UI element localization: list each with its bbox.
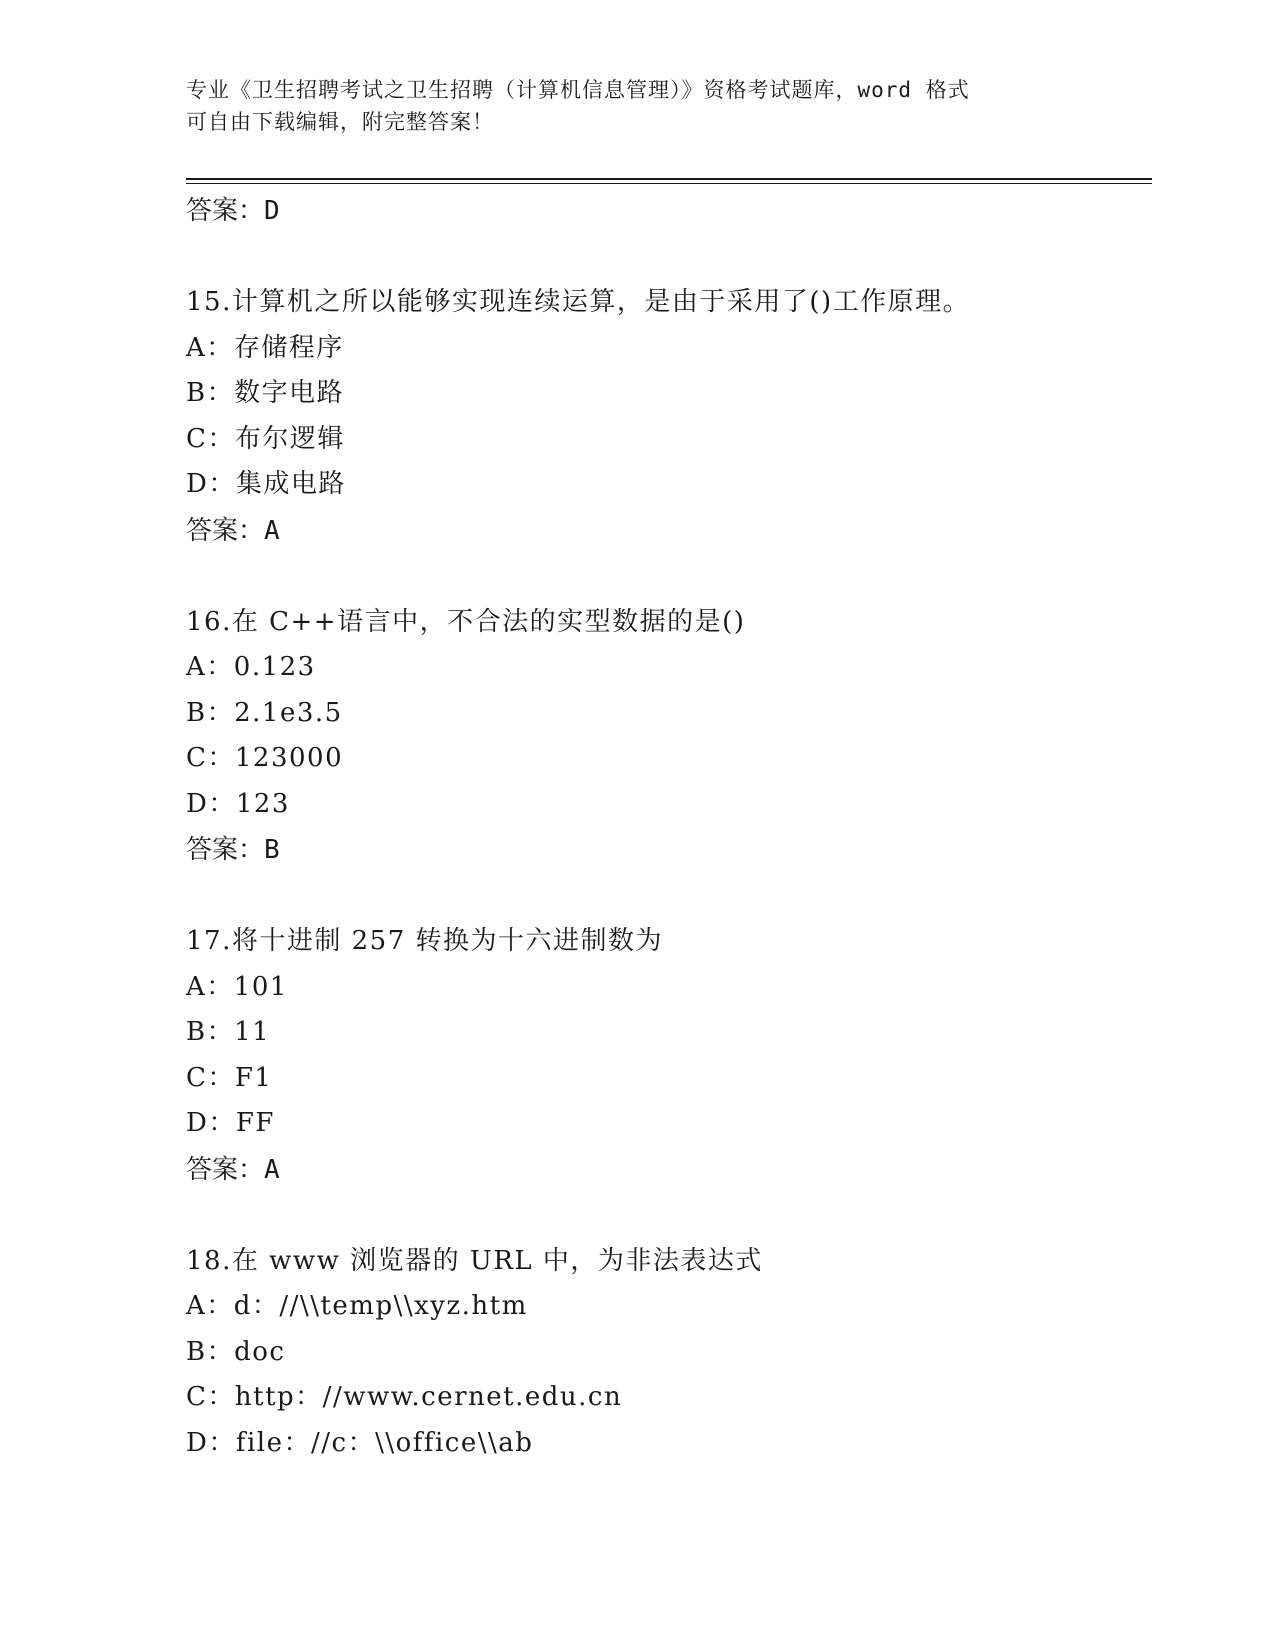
spacer (186, 873, 1152, 919)
spacer (186, 1193, 1152, 1239)
question-stem: 16.在 C++语言中，不合法的实型数据的是() (186, 606, 746, 637)
option-c: C：123000 (186, 743, 344, 773)
question-16 (186, 600, 1152, 874)
question-stem: 15.计算机之所以能够实现连续运算，是由于采用了()工作原理。 (186, 287, 971, 317)
option-a: A：101 (186, 971, 288, 1002)
answer: 答案：A (186, 1154, 280, 1185)
spacer (186, 554, 1152, 600)
option-a: A：0.123 (186, 652, 316, 682)
option-c: C：布尔逻辑 (186, 423, 345, 454)
spacer (186, 234, 1152, 280)
question-15 (186, 280, 1152, 554)
option-d: D：file：//c：\\office\\ab (186, 1427, 534, 1458)
option-b: B：2.1e3.5 (186, 697, 343, 728)
answer-prev: 答案：D (186, 196, 280, 226)
option-a: A：存储程序 (186, 332, 344, 363)
option-c: C：http：//www.cernet.edu.cn (186, 1382, 623, 1412)
question-stem: 17.将十进制 257 转换为十六进制数为 (186, 926, 664, 956)
question-17 (186, 919, 1152, 1193)
header-line-1: 专业《卫生招聘考试之卫生招聘（计算机信息管理）》资格考试题库，word 格式 (186, 78, 970, 102)
option-d: D：123 (186, 788, 290, 819)
document-header (186, 74, 1086, 138)
question-18 (186, 1239, 1152, 1467)
question-stem: 18.在 www 浏览器的 URL 中，为非法表达式 (186, 1245, 763, 1276)
question-list (186, 188, 1152, 1466)
answer: 答案：A (186, 515, 280, 546)
header-rule-thick (186, 178, 1152, 180)
header-line-2: 可自由下载编辑，附完整答案！ (186, 110, 494, 134)
header-rule-thin (186, 183, 1152, 184)
option-b: B：数字电路 (186, 378, 345, 408)
answer: 答案：B (186, 835, 280, 865)
option-d: D：集成电路 (186, 469, 346, 499)
option-a: A：d：//\\temp\\xyz.htm (186, 1291, 528, 1321)
option-b: B：doc (186, 1336, 286, 1367)
option-d: D：FF (186, 1108, 275, 1138)
option-c: C：F1 (186, 1062, 273, 1093)
option-b: B：11 (186, 1017, 271, 1047)
